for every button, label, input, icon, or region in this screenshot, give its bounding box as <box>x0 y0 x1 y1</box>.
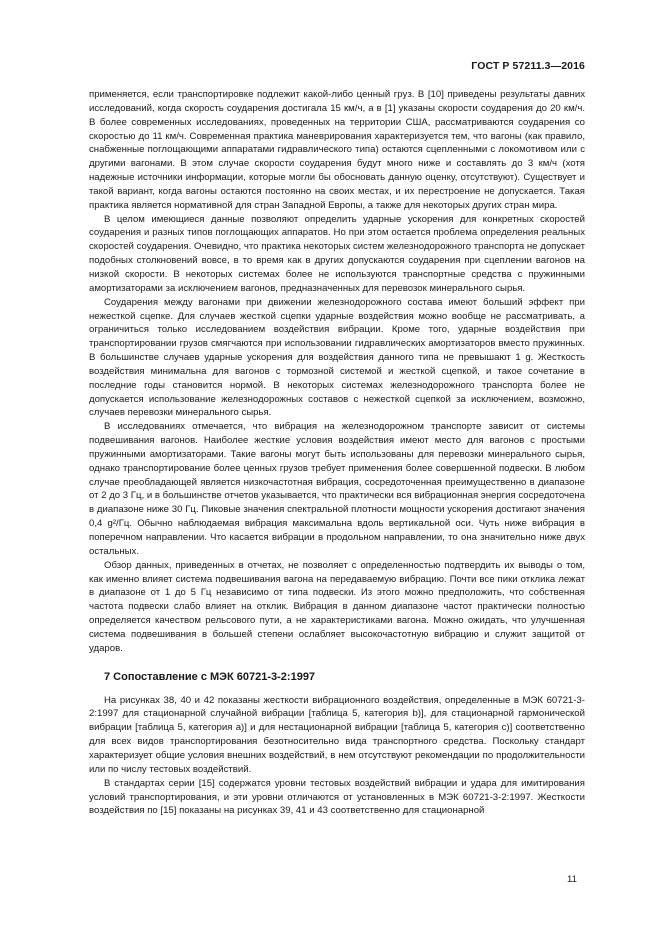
paragraph: Обзор данных, приведенных в отчетах, не позволяет с определенностью подтвердить их выводы о том, как именно влияет система подвешивания вагона на передаваемую вибрацию. Почти все пики отклика лежат в диапазоне от 1 до 5 Гц независимо от типа подвески. Из этого можно предположить, что собственная частота подвески слабо влияет на отклик. Вибрация в данном диапазоне частот практически полностью определяется качеством рельсового пути, а не характеристиками вагона. Можно ожидать, что улучшенная система подвешивания в большей степени ослабляет высокочастотную вибрацию и служит защитой от ударов. <box>89 559 585 654</box>
document-header: ГОСТ Р 57211.3—2016 <box>471 60 585 72</box>
section-heading: 7 Сопоставление с МЭК 60721-3-2:1997 <box>104 670 316 683</box>
paragraph: Соударения между вагонами при движении железнодорожного состава имеют больший эффект при нежесткой сцепке. Для случаев жесткой сцепки ударные воздействия можно вообще не рассматривать, а ограничиться только исследованием воздействия вибрации. Кроме того, ударные воздействия при транспортировании грузов смягчаются при использовании гидравлических амортизаторов вместо пружинных. В большинстве случаев ударные ускорения для воздействия данного типа не превышают 1 g. Жесткость воздействия минимальна для вагонов с тормозной системой и жесткой сцепкой, и такое сочетание в последние годы становится нормой. В некоторых системах железнодорожного транспорта более не допускается использование железнодорожных составов с нежесткой сцепкой за исключением, возможно, случаев перевозки минерального сырья. <box>89 296 585 419</box>
paragraph: В исследованиях отмечается, что вибрация на железнодорожном транспорте зависит от системы подвешивания вагонов. Наиболее жесткие условия воздействия имеют место для вагонов с простыми пружинными амортизаторами. Такие вагоны могут быть использованы для перевозки минерального сырья, однако транспортирование более ценных грузов требует применения более совершенной подвески. В любом случае преобладающей является низкочастотная вибрация, сосредоточенная преимущественно в диапазоне от 2 до 3 Гц, и в большинстве отчетов указывается, что практически вся вибрационная энергия сосредоточена в диапазоне ниже 30 Гц. Пиковые значения спектральной плотности мощности ускорения достигают значения 0,4 g²/Гц. Обычно наблюдаемая вибрация максимальна вдоль вертикальной оси. Чуть ниже вибрация в поперечном направлении. Что касается вибрации в продольном направлении, то она значительно ниже двух остальных. <box>89 421 585 557</box>
body-text <box>89 88 585 818</box>
paragraph: В стандартах серии [15] содержатся уровни тестовых воздействий вибрации и удара для имитирования условий транспортирования, и эти уровни отличаются от установленных в МЭК 60721-3-2:1997. Жесткости воздействия по [15] показаны на рисунках 39, 41 и 43 соответственно для стационарной <box>89 777 585 817</box>
page-number: 11 <box>567 874 577 885</box>
paragraph: В целом имеющиеся данные позволяют определить ударные ускорения для конкретных скоростей соударения и разных типов поглощающих аппаратов. Но при этом остается проблема определения реальных скоростей соударения. Очевидно, что практика некоторых систем железнодорожного транспорта не допускает подобных столкновений вовсе, в то время как в других допускаются соударения при сцеплении вагонов на низкой скорости. В некоторых системах более не используются транспортные средства с пружинными амортизаторами за исключением вагонов, предназначенных для перевозок минерального сырья. <box>89 213 585 294</box>
paragraph: На рисунках 38, 40 и 42 показаны жесткости вибрационного воздействия, определенные в МЭК 60721-3-2:1997 для стационарной случайной вибрации [таблица 5, категория b)], для стационарной гармонической вибрации [таблица 5, категория а)] и для нестационарной вибрации [таблица 5, категория с)] соответственно для всех видов транспортирования безотносительно вида транспортного средства. Поскольку стандарт характеризует общие условия внешних воздействий, в нем отсутствуют рекомендации по продолжительности или по числу тестовых воздействий. <box>89 694 585 775</box>
paragraph: применяется, если транспортировке подлежит какой-либо ценный груз. В [10] приведены результаты давних исследований, когда скорость соударения достигала 15 км/ч, а в [1] указаны скорости соударения до 20 км/ч. В более современных исследованиях, проведенных на территории США, рассматриваются соударения со скоростью до 11 км/ч. Современная практика маневрирования характеризуется тем, что вагоны (как правило, снабженные поглощающими аппаратами гидравлического типа) остаются сцепленными с локомотивом или с другими вагонами. В этом случае скорости соударения будут много ниже и составлять до 3 км/ч (хотя надежные источники информации, которые могли бы обосновать данную оценку, отсутствуют). Существует и такой вариант, когда вагоны остаются постоянно на своих местах, и их перестроение не допускается. Такая практика является нормативной для стран Западной Европы, а также для некоторых других стран мира. <box>89 89 585 211</box>
